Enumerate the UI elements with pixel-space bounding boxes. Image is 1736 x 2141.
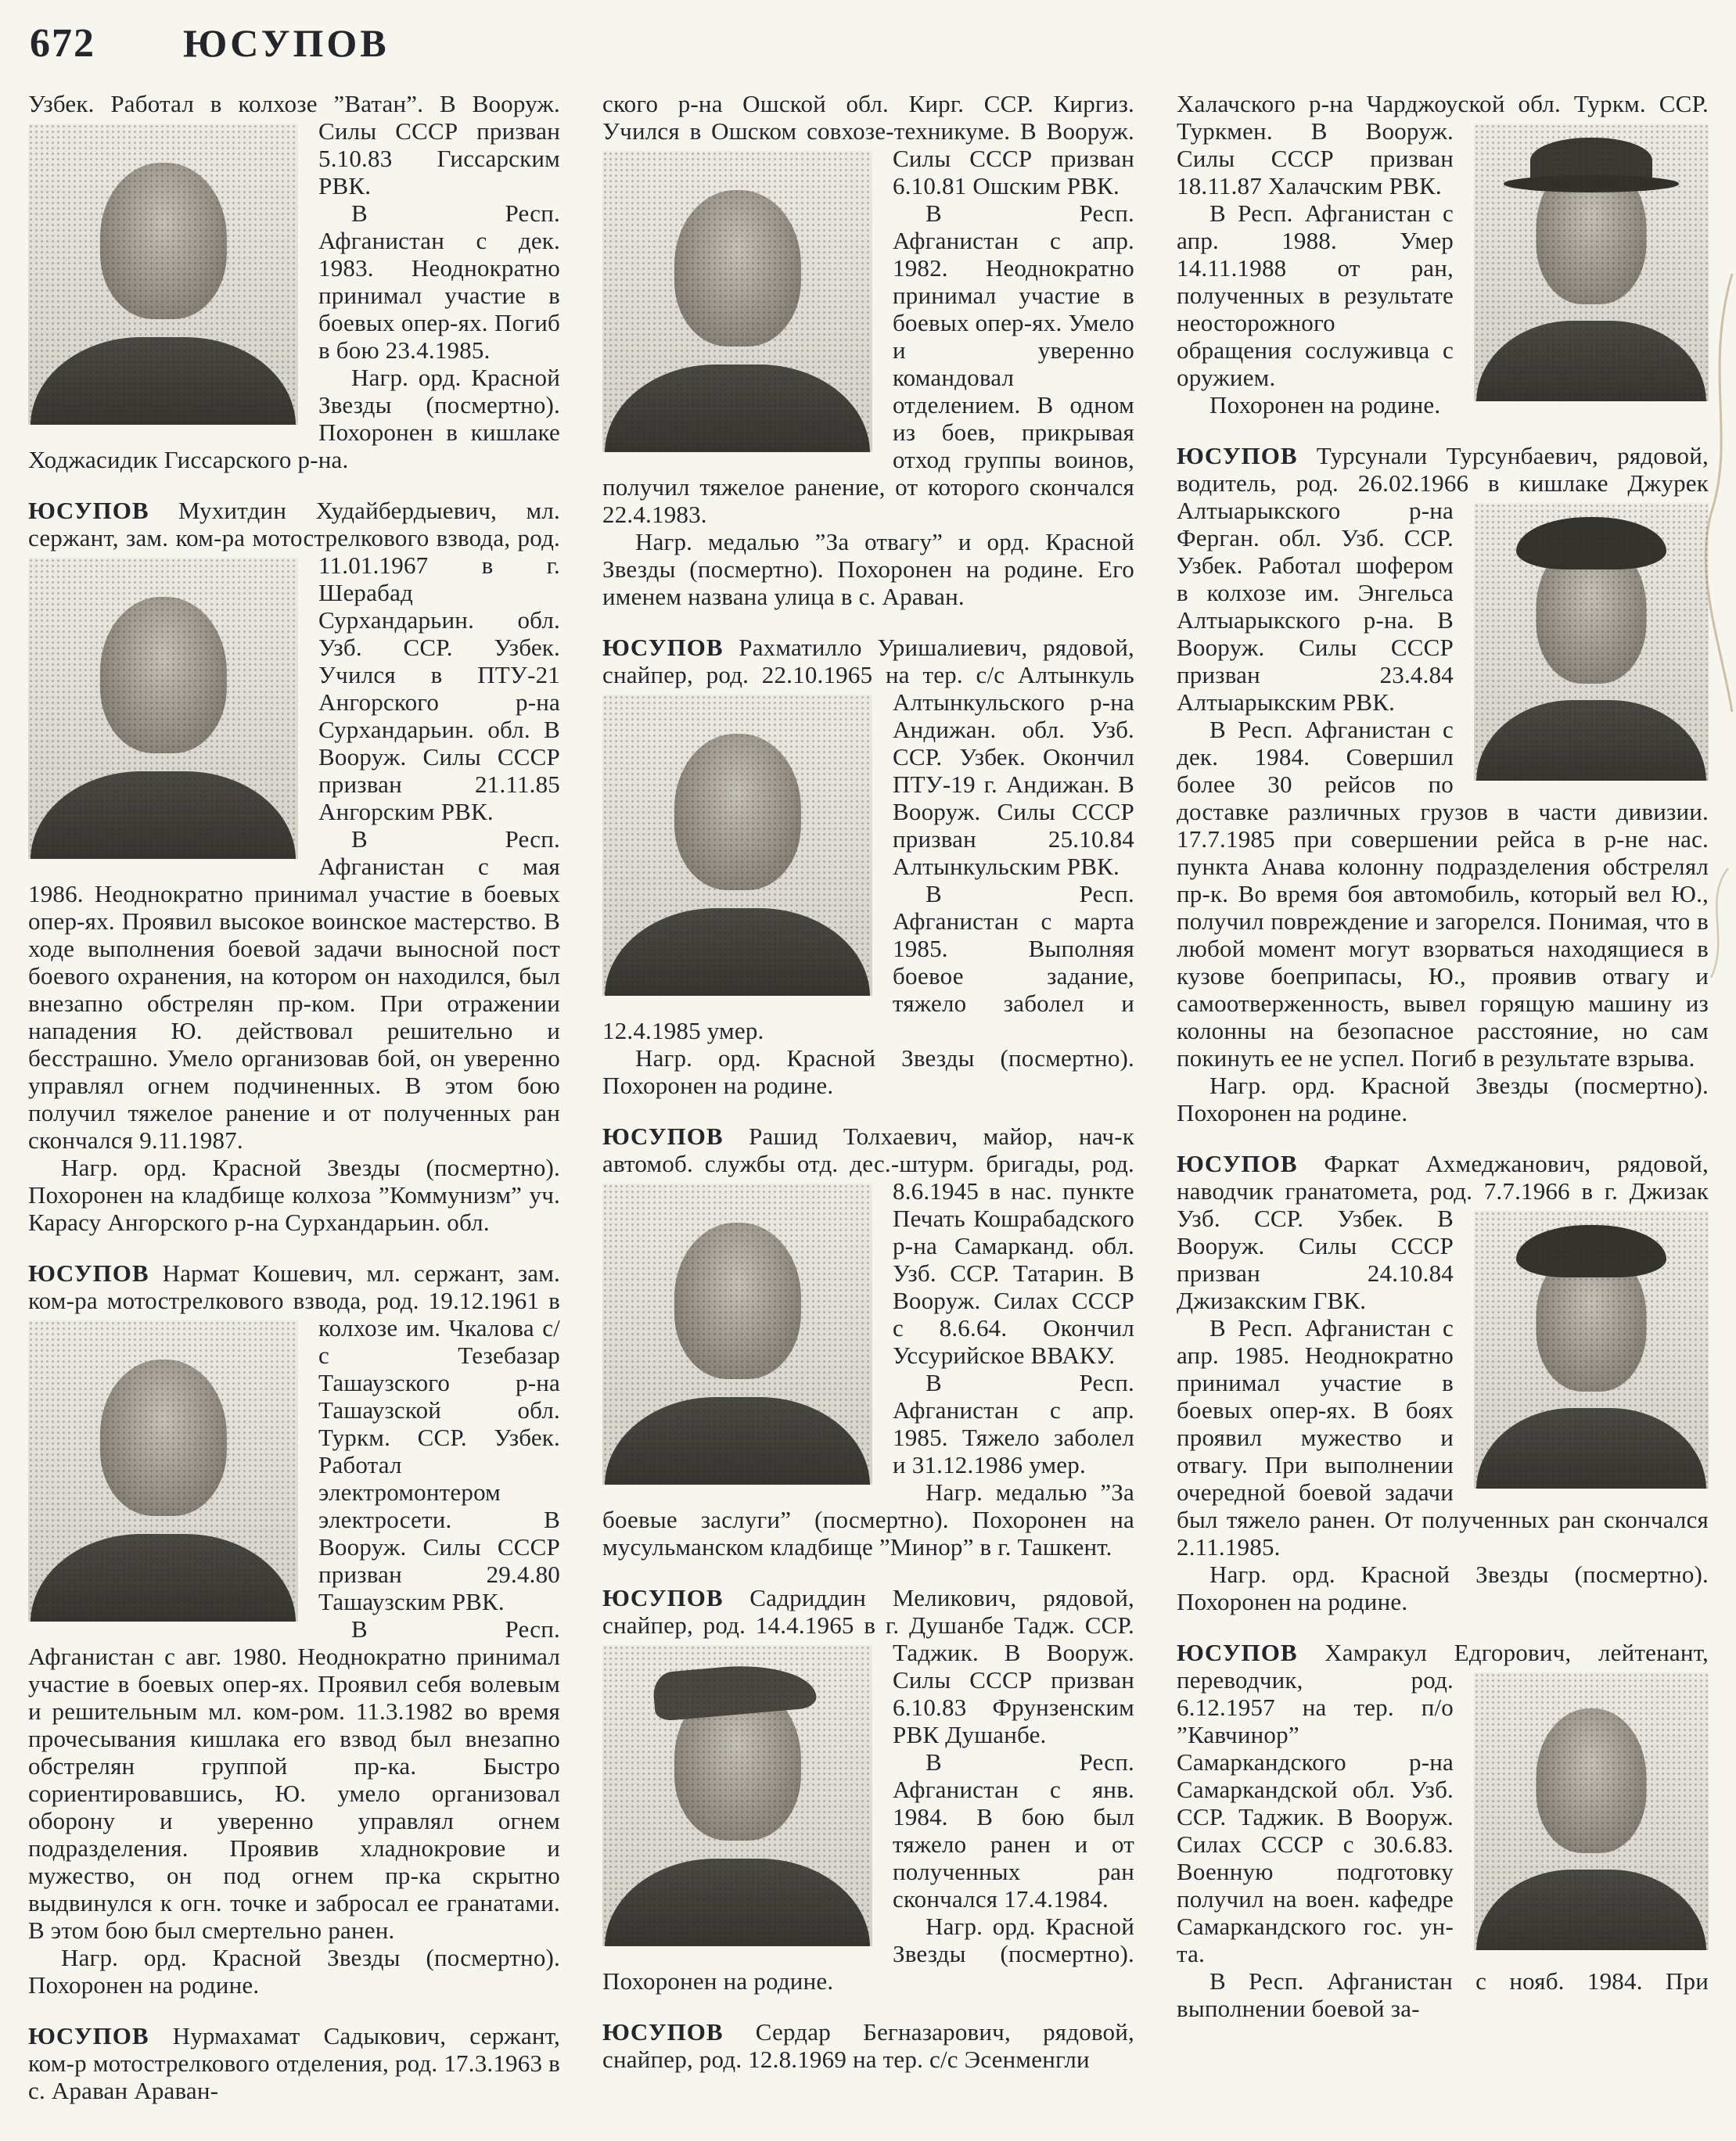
photo-shoulders-silhouette [605, 1397, 869, 1485]
photo-shoulders-silhouette [1476, 1408, 1706, 1489]
photo-shoulders-silhouette [605, 908, 869, 996]
entry-paragraph: Нагр. орд. Красной Звезды (посмертно). Похоронен на родине. [1177, 1072, 1709, 1126]
page-number: 672 [30, 21, 95, 66]
entry-paragraph: Похоронен на родине. [1209, 391, 1441, 419]
memorial-entry [28, 90, 560, 473]
portrait-photo [1474, 1672, 1709, 1950]
memorial-entry [602, 1584, 1134, 1995]
surname: ЮСУПОВ [1177, 1150, 1298, 1177]
surname: ЮСУПОВ [602, 634, 724, 661]
hat-headwear [1530, 138, 1652, 185]
entry-paragraph: Халачского р-на Чарджоуской обл. Туркм. ССР. Туркмен. В Вооруж. Силы СССР призван 18.11.87 Халачским РВК. [1177, 90, 1709, 199]
photo-shoulders-silhouette [1476, 1870, 1706, 1950]
photo-head-silhouette [674, 190, 800, 347]
entry-paragraph: Нагр. орд. Красной Звезды (посмертно). Похоронен в кишлаке Ходжасидик Гиссарского р-на. [28, 364, 560, 473]
memorial-entry [1177, 90, 1709, 419]
columns [0, 66, 1736, 2128]
photo-head-silhouette [1537, 539, 1647, 684]
column-1 [28, 90, 560, 2128]
entry-paragraph: ЮСУПОВ Мухитдин Худайбердыевич, мл. сержант, зам. ком-ра мотострелкового взвода, род. 11.01.1967 в г. Шерабад Сурхандарьин. обл. Узб. ССР. Узбек. Учился в ПТУ-21 Ангорского р-на Сурхандарьин. обл. В Вооруж. Силы СССР призван 21.11.85 Ангорским РВК. [28, 497, 560, 825]
entry-paragraph: Нагр. медалью ”За отвагу” и орд. Красной Звезды (посмертно). Похоронен на родине. Его именем названа улица в с. Араван. [602, 528, 1134, 610]
entry-paragraph: ЮСУПОВ Садриддин Меликович, рядовой, снайпер, род. 14.4.1965 в г. Душанбе Тадж. ССР. Таджик. В Вооруж. Силы СССР призван 6.10.83 Фрунзенским РВК Душанбе. [602, 1584, 1134, 1748]
entry-paragraph: В Респ. Афганистан с янв. 1984. В бою был тяжело ранен и от полученных ран скончался 17.4.1984. [893, 1748, 1134, 1913]
portrait-photo [28, 558, 298, 859]
memorial-entry [28, 2022, 560, 2104]
memorial-entry [602, 634, 1134, 1099]
entry-paragraph: Нагр. орд. Красной Звезды (посмертно). Похоронен на родине. [28, 1944, 560, 1999]
photo-head-silhouette [99, 1360, 226, 1516]
entry-paragraph: В Респ. Афганистан с марта 1985. Выполняя боевое задание, тяжело заболел и 12.4.1985 умер. [602, 880, 1134, 1044]
entry-paragraph: ЮСУПОВ Рахматилло Уришалиевич, рядовой, снайпер, род. 22.10.1965 на тер. с/с Алтынкуль Алтынкульского р-на Андижан. обл. Узб. ССР. Узбек. Окончил ПТУ-19 г. Андижан. В Вооруж. Силы СССР призван 25.10.84 Алтынкульским РВК. [602, 634, 1134, 880]
photo-shoulders-silhouette [1476, 321, 1706, 401]
photo-head-silhouette [1537, 1247, 1647, 1392]
memorial-entry [1177, 442, 1709, 1126]
memorial-entry [1177, 1150, 1709, 1615]
portrait-photo [1474, 503, 1709, 781]
memorial-entry [602, 1123, 1134, 1561]
portrait-photo [1474, 1211, 1709, 1489]
photo-head-silhouette [674, 1684, 800, 1841]
surname: ЮСУПОВ [28, 497, 149, 524]
portrait-photo [1474, 124, 1709, 401]
surname: ЮСУПОВ [28, 1259, 149, 1287]
photo-shoulders-silhouette [31, 771, 295, 859]
photo-head-silhouette [674, 734, 800, 890]
entry-paragraph: В Респ. Афганистан с мая 1986. Неоднократно принимал участие в боевых опер-ях. Проявил высокое воинское мастерство. В ходе выполнения боевой задачи выносной пост боевого охранения, на котором он находился, был внезапно обстрелян пр-ком. При отражении нападения Ю. действовал решительно и бесстрашно. Умело организовав бой, он уверенно управлял огнем подчиненных. В этом бою получил тяжелое ранение и от полученных ран скончался 9.11.1987. [28, 825, 560, 1154]
entry-paragraph: Нагр. орд. Красной Звезды (посмертно). Похоронен на кладбище колхоза ”Коммунизм” уч. Карасу Ангорского р-на Сурхандарьин. обл. [28, 1154, 560, 1236]
entry-paragraph: ЮСУПОВ Сердар Бегназарович, рядовой, снайпер, род. 12.8.1969 на тер. с/с Эсенменгли [602, 2018, 1134, 2073]
entry-paragraph: Нагр. орд. Красной Звезды (посмертно). Похоронен на родине. [1177, 1561, 1709, 1615]
memorial-entry [28, 497, 560, 1236]
portrait-photo [602, 1645, 872, 1946]
portrait-photo [28, 124, 298, 425]
entry-paragraph: ЮСУПОВ Нурмахамат Садыкович, сержант, ком-р мотострелкового отделения, род. 17.3.1963 в с. Араван Араван- [28, 2022, 560, 2104]
column-3 [1177, 90, 1709, 2128]
surname: ЮСУПОВ [602, 2018, 724, 2046]
memorial-entry [602, 90, 1134, 610]
photo-shoulders-silhouette [1476, 700, 1706, 781]
photo-head-silhouette [1537, 1708, 1647, 1853]
portrait-photo [602, 1184, 872, 1485]
entry-paragraph: В Респ. Афганистан с авг. 1980. Неоднократно принимал участие в боевых опер-ях. Проявил себя волевым и решительным мл. ком-ром. 11.3.1982 во время прочесывания кишлака его взвод был внезапно обстрелян группой пр-ка. Быстро сориентировавшись, Ю. умело организовал оборону и уверенно управлял огнем подразделения. Проявив хладнокровие и мужество, он под огнем пр-ка скрытно выдвинулся к огн. точке и забросал ее гранатами. В этом бою был смертельно ранен. [28, 1615, 560, 1944]
photo-head-silhouette [99, 597, 226, 753]
photo-shoulders-silhouette [605, 1859, 869, 1946]
page-header [0, 0, 1736, 66]
entry-paragraph: Нагр. орд. Красной Звезды (посмертно). Похоронен на родине. [602, 1913, 1134, 1995]
entry-paragraph: ЮСУПОВ Рашид Толхаевич, майор, нач-к автомоб. службы отд. дес.-штурм. бригады, род. 8.6.1945 в нас. пункте Печать Кошрабадского р-на Самарканд. обл. Узб. ССР. Татарин. В Вооруж. Силах СССР с 8.6.64. Окончил Уссурийское ВВАКУ. [602, 1123, 1134, 1369]
running-head: ЮСУПОВ [183, 21, 390, 65]
photo-shoulders-silhouette [31, 1534, 295, 1622]
portrait-photo [28, 1320, 298, 1622]
surname: ЮСУПОВ [602, 1584, 724, 1611]
entry-paragraph: В Респ. Афганистан с дек. 1984. Совершил более 30 рейсов по доставке различных грузов в части дивизии. 17.7.1985 при совершении рейса в р-не нас. пункта Анава колонну подразделения обстрелял пр-к. Во время боя автомобиль, который вел Ю., получил повреждение и загорелся. Понимая, что в любой момент могут взорваться находящиеся в кузове боеприпасы, Ю., проявив отвагу и самоотверженность, вывел горящую машину из колонны на безопасное расстояние, но сам покинуть ее не успел. Погиб в результате взрыва. [1177, 716, 1709, 1072]
surname: ЮСУПОВ [602, 1123, 724, 1150]
entry-paragraph: Нагр. медалью ”За боевые заслуги” (посмертно). Похоронен на мусульманском кладбище ”Минор” в г. Ташкент. [602, 1478, 1134, 1561]
cap-headwear [1516, 1225, 1666, 1277]
entry-paragraph: В Респ. Афганистан с апр. 1985. Неоднократно принимал участие в боевых опер-ях. В боях проявил мужество и отвагу. При выполнении очередной боевой задачи был тяжело ранен. От полученных ран скончался 2.11.1985. [1177, 1314, 1709, 1561]
photo-head-silhouette [674, 1223, 800, 1379]
photo-shoulders-silhouette [605, 365, 869, 452]
portrait-photo [602, 151, 872, 452]
entry-paragraph: В Респ. Афганистан с дек. 1983. Неоднократно принимал участие в боевых опер-ях. Погиб в бою 23.4.1985. [318, 199, 560, 364]
entry-paragraph: ского р-на Ошской обл. Кирг. ССР. Киргиз. Учился в Ошском совхозе-техникуме. В Вооруж. Силы СССР призван 6.10.81 Ошским РВК. [602, 90, 1134, 199]
column-2 [602, 90, 1134, 2128]
entry-paragraph: В Респ. Афганистан с апр. 1988. Умер 14.11.1988 от ран, полученных в результате неосторожного обращения сослуживца с оружием. [1177, 199, 1454, 391]
entry-paragraph: ЮСУПОВ Хамракул Едгорович, лейтенант, переводчик, род. 6.12.1957 на тер. п/о ”Кавчинор” Самаркандского р-на Самаркандской обл. Узб. ССР. Таджик. В Вооруж. Силах СССР с 30.6.83. Военную подготовку получил на воен. кафедре Самаркандского гос. ун-та. [1177, 1639, 1709, 1967]
surname: ЮСУПОВ [1177, 442, 1298, 469]
photo-head-silhouette [1537, 160, 1647, 304]
photo-head-silhouette [99, 163, 226, 319]
entry-paragraph: В Респ. Афганистан с нояб. 1984. При выполнении боевой за- [1177, 1967, 1709, 2022]
memorial-entry [1177, 1639, 1709, 2022]
memorial-entry [28, 1259, 560, 1999]
surname: ЮСУПОВ [1177, 1639, 1298, 1666]
entry-paragraph: ЮСУПОВ Фаркат Ахмеджанович, рядовой, наводчик гранатомета, род. 7.7.1966 в г. Джизак Узб. ССР. Узбек. В Вооруж. Силы СССР призван 24.10.84 Джизакским ГВК. [1177, 1150, 1709, 1314]
entry-paragraph: В Респ. Афганистан с апр. 1982. Неоднократно принимал участие в боевых опер-ях. Умело и уверенно командовал отделением. В одном из боев, прикрывая отход группы воинов, получил тяжелое ранение, от которого скончался 22.4.1983. [602, 199, 1134, 528]
photo-shoulders-silhouette [31, 337, 295, 425]
surname: ЮСУПОВ [28, 2022, 149, 2049]
entry-paragraph: В Респ. Афганистан с апр. 1985. Тяжело заболел и 31.12.1986 умер. [893, 1369, 1134, 1478]
memorial-entry [602, 2018, 1134, 2073]
cap-headwear [1516, 517, 1666, 569]
entry-paragraph: Узбек. Работал в колхозе ”Ватан”. В Вооруж. Силы СССР призван 5.10.83 Гиссарским РВК. [28, 90, 560, 199]
entry-paragraph: ЮСУПОВ Нармат Кошевич, мл. сержант, зам. ком-ра мотострелкового взвода, род. 19.12.1961 в колхозе им. Чкалова с/с Тезебазар Ташаузского р-на Ташаузской обл. Туркм. ССР. Узбек. Работал электромонтером электросети. В Вооруж. Силы СССР призван 29.4.80 Ташаузским РВК. [28, 1259, 560, 1615]
entry-paragraph: ЮСУПОВ Турсунали Турсунбаевич, рядовой, водитель, род. 26.02.1966 в кишлаке Джурек Алтыарыкского р-на Ферган. обл. Узб. ССР. Узбек. Работал шофером в колхозе им. Энгельса Алтыарыкского р-на. В Вооруж. Силы СССР призван 23.4.84 Алтыарыкским РВК. [1177, 442, 1709, 716]
entry-paragraph: Нагр. орд. Красной Звезды (посмертно). Похоронен на родине. [602, 1044, 1134, 1099]
portrait-photo [602, 695, 872, 996]
pilotka-headwear [652, 1659, 818, 1721]
